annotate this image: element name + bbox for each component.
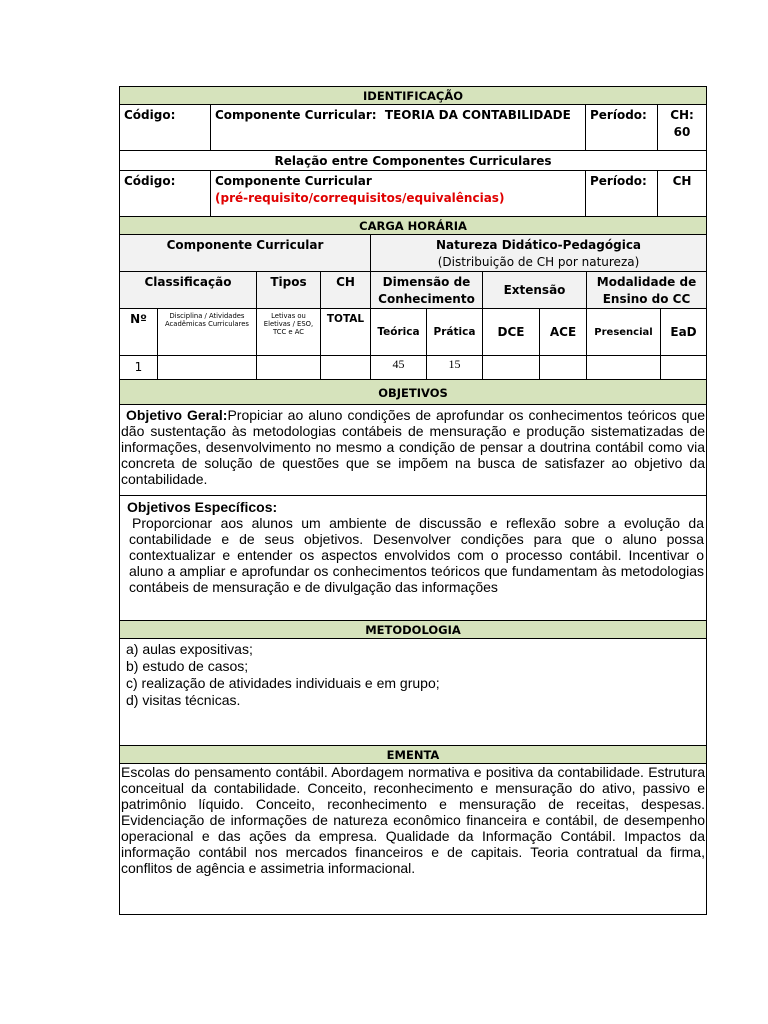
tipos-heading: Tipos <box>257 272 321 309</box>
ead-heading: EaD <box>661 309 707 356</box>
periodo-label: Período: <box>586 105 658 151</box>
row-dce <box>483 356 540 380</box>
ch-value: 60 <box>673 125 691 139</box>
objetivos-header: OBJETIVOS <box>120 380 707 405</box>
extensao-heading: Extensão <box>483 272 587 309</box>
row-ead <box>661 356 707 380</box>
row-ace <box>540 356 587 380</box>
identificacao-header: IDENTIFICAÇÃO <box>120 87 707 105</box>
relacao-ch-label: CH <box>658 171 707 217</box>
course-plan-document <box>119 86 706 915</box>
classificacao-heading: Classificação <box>120 272 257 309</box>
row-pratica: 15 <box>427 356 483 380</box>
carga-header: CARGA HORÁRIA <box>120 217 707 235</box>
natureza-title: Natureza Didático-Pedagógica <box>435 238 642 252</box>
carga-horaria-table <box>119 216 707 380</box>
ementa-text: Escolas do pensamento contábil. Abordagem normativa e positiva da contabilidade. Estrutura conceitual da contabilidade. Conceito, reconhecimento e mensuração do ativo, passivo e patrimônio líquido. Conceito, reconhecimento e mensuração de receitas, despesas. Evidenciação de informações de natureza econômico financeira e contábil, de desempenho operacional e das ações da empresa. Qualidade da Informação Contábil. Impactos da informação contábil nos mercados financeiros e de capitais. Teoria contratual da firma, conflitos de agência e assimetria informacional. <box>120 764 707 915</box>
relacao-componente-field <box>211 171 586 217</box>
dimensao-heading: Dimensão de Conhecimento <box>371 272 483 309</box>
objetivo-geral-label: Objetivo Geral: <box>125 407 228 423</box>
objetivo-geral-text: Propiciar ao aluno condições de aprofundar os conhecimentos teóricos que dão sustentação às metodologias contábeis de mensuração e produção sistematizadas de informações, desenvolvimento no mesmo a condição de pensar a doutrina contábil como via concreta de solução de questões que se impõem na busca de satisfazer ao objetivo da contabilidade. <box>121 407 705 487</box>
numero-heading: Nº <box>120 309 158 356</box>
table-row <box>120 356 707 380</box>
relacao-codigo-label: Código: <box>120 171 211 217</box>
componente-label: Componente Curricular: <box>215 108 377 122</box>
list-item: d) visitas técnicas. <box>126 692 241 708</box>
disciplina-heading: Disciplina / Atividades Acadêmicas Curriculares <box>158 309 257 356</box>
componente-field <box>211 105 586 151</box>
list-item: c) realização de atividades individuais e em grupo; <box>126 675 440 691</box>
identificacao-table <box>119 86 707 217</box>
natureza-subtitle: (Distribuição de CH por natureza) <box>437 255 640 269</box>
natureza-heading <box>371 235 707 272</box>
componente-curricular-heading: Componente Curricular <box>120 235 371 272</box>
objetivo-geral <box>120 405 707 496</box>
row-teorica: 45 <box>371 356 427 380</box>
metodologia-header: METODOLOGIA <box>120 621 707 639</box>
total-heading: TOTAL <box>321 309 371 356</box>
objetivos-especificos-text: Proporcionar aos alunos um ambiente de discussão e reflexão sobre a evolução da contabilidade e de seus objetivos. Desenvolver condições para que o aluno possa contextualizar e entender os aspectos envolvidos com o processo contábil. Incentivar o aluno a ampliar e aprofundar os conhecimentos teóricos que fundamentam às metodologias contábeis de mensuração e de divulgação das informações <box>129 515 704 595</box>
row-total <box>321 356 371 380</box>
ace-heading: ACE <box>540 309 587 356</box>
metodologia-list <box>120 639 707 746</box>
row-presencial <box>587 356 661 380</box>
objetivos-especificos <box>120 496 707 621</box>
teorica-heading: Teórica <box>371 309 427 356</box>
row-number: 1 <box>120 356 158 380</box>
dce-heading: DCE <box>483 309 540 356</box>
presencial-heading: Presencial <box>587 309 661 356</box>
row-disciplina <box>158 356 257 380</box>
objetivos-table <box>119 379 707 915</box>
relacao-componente-label: Componente Curricular <box>215 174 372 188</box>
modalidade-heading: Modalidade de Ensino do CC <box>587 272 707 309</box>
ch-label: CH: <box>670 108 694 122</box>
codigo-label: Código: <box>120 105 211 151</box>
ementa-header: EMENTA <box>120 746 707 764</box>
componente-value: TEORIA DA CONTABILIDADE <box>384 108 571 122</box>
objetivos-especificos-label: Objetivos Específicos: <box>127 499 278 515</box>
letivas-heading: Letivas ou Eletivas / ESO, TCC e AC <box>257 309 321 356</box>
pratica-heading: Prática <box>427 309 483 356</box>
relacao-header: Relação entre Componentes Curriculares <box>120 151 707 171</box>
ch-field <box>658 105 707 151</box>
relacao-periodo-label: Período: <box>586 171 658 217</box>
list-item: a) aulas expositivas; <box>126 641 253 657</box>
list-item: b) estudo de casos; <box>126 658 249 674</box>
ch-heading: CH <box>321 272 371 309</box>
relacao-componente-note: (pré-requisito/correquisitos/equivalências) <box>215 191 505 205</box>
row-tipos <box>257 356 321 380</box>
